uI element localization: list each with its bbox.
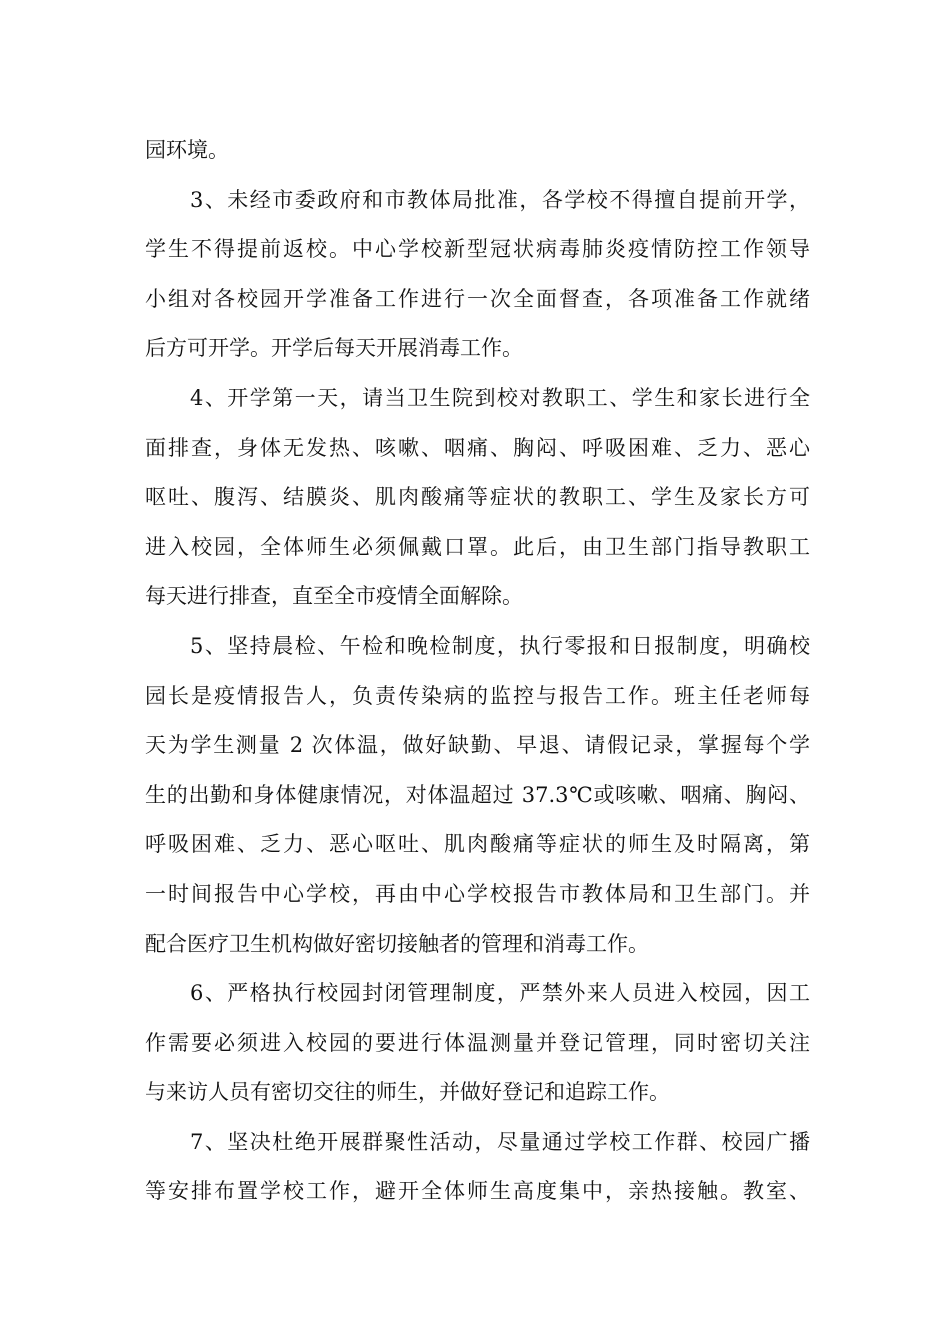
text-line: 呼吸困难、乏力、恶心呕吐、肌肉酸痛等症状的师生及时隔离，第 <box>145 832 810 857</box>
text-line: 学生不得提前返校。中心学校新型冠状病毒肺炎疫情防控工作领导 <box>145 237 810 262</box>
text-line: 6、严格执行校园封闭管理制度，严禁外来人员进入校园，因工 <box>190 981 810 1006</box>
text-line: 呕吐、腹泻、结膜炎、肌肉酸痛等症状的教职工、学生及家长方可 <box>145 485 810 510</box>
text-line: 一时间报告中心学校，再由中心学校报告市教体局和卫生部门。并 <box>145 881 810 906</box>
paragraph-item-6 <box>145 969 810 1118</box>
text-line: 天为学生测量 2 次体温，做好缺勤、早退、请假记录，掌握每个学 <box>145 733 810 758</box>
text-line: 作需要必须进入校园的要进行体温测量并登记管理，同时密切关注 <box>145 1030 810 1055</box>
text-line: 4、开学第一天，请当卫生院到校对教职工、学生和家长进行全 <box>190 385 810 410</box>
paragraph-item-3 <box>145 176 810 374</box>
text-line: 与来访人员有密切交往的师生，并做好登记和追踪工作。 <box>145 1080 670 1105</box>
text-line: 进入校园，全体师生必须佩戴口罩。此后，由卫生部门指导教职工 <box>145 534 810 559</box>
text-line: 后方可开学。开学后每天开展消毒工作。 <box>145 336 523 361</box>
paragraph-item-4 <box>145 374 810 622</box>
text-line: 3、未经市委政府和市教体局批准，各学校不得擅自提前开学， <box>190 187 810 212</box>
paragraph-item-5 <box>145 622 810 969</box>
paragraph-item-7 <box>145 1118 810 1217</box>
text-line: 7、坚决杜绝开展群聚性活动，尽量通过学校工作群、校园广播 <box>190 1129 810 1154</box>
text-line: 5、坚持晨检、午检和晚检制度，执行零报和日报制度，明确校 <box>190 633 810 658</box>
text-line: 园环境。 <box>145 138 229 162</box>
text-line: 园长是疫情报告人，负责传染病的监控与报告工作。班主任老师每 <box>145 683 810 708</box>
text-line: 配合医疗卫生机构做好密切接触者的管理和消毒工作。 <box>145 931 649 956</box>
text-line: 面排查，身体无发热、咳嗽、咽痛、胸闷、呼吸困难、乏力、恶心 <box>145 435 810 460</box>
paragraph-continuation <box>145 126 810 176</box>
text-line: 每天进行排查，直至全市疫情全面解除。 <box>145 584 523 609</box>
document-body <box>145 126 810 1217</box>
text-line: 小组对各校园开学准备工作进行一次全面督查，各项准备工作就绪 <box>145 286 810 311</box>
text-line: 生的出勤和身体健康情况，对体温超过 37.3℃或咳嗽、咽痛、胸闷、 <box>145 782 810 807</box>
text-line: 等安排布置学校工作，避开全体师生高度集中，亲热接触。教室、 <box>145 1179 810 1204</box>
